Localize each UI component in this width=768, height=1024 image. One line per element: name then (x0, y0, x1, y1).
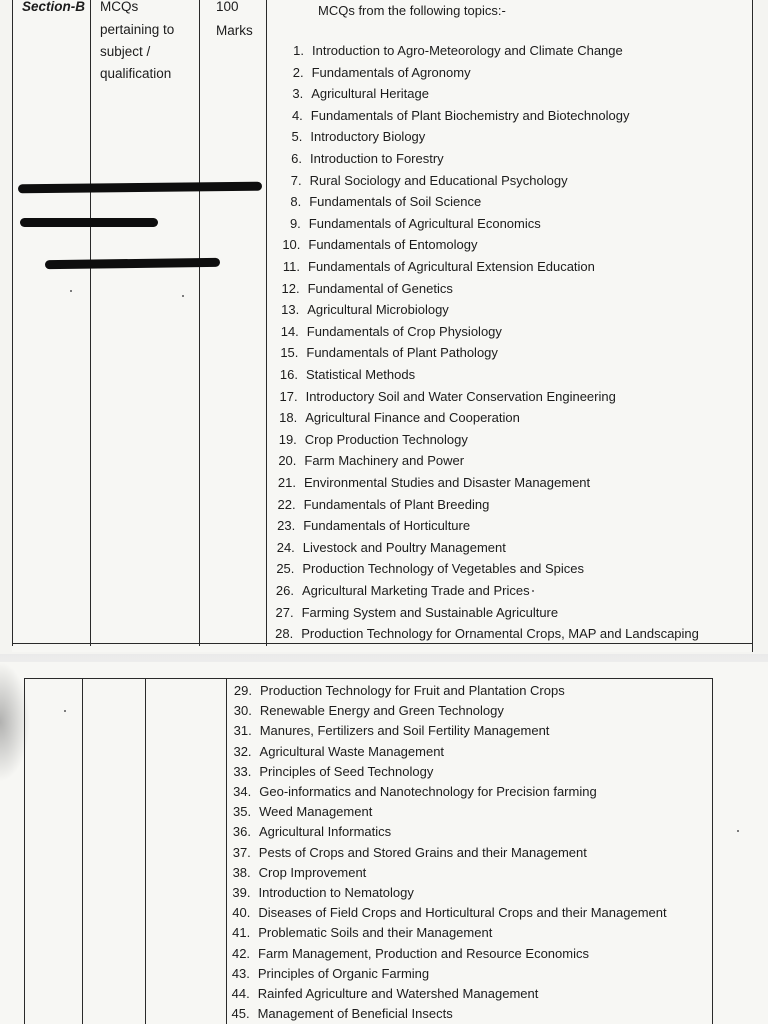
topic-title: Fundamental of Genetics (307, 280, 453, 296)
topic-number: 34. (233, 784, 252, 799)
scan-speck (737, 830, 739, 832)
topic-title: Fundamentals of Plant Pathology (306, 345, 498, 361)
redaction-mark (20, 218, 158, 227)
topic-item (279, 302, 449, 317)
topic-number: 27. (275, 604, 294, 620)
topic-title: Problematic Soils and their Management (258, 925, 493, 941)
topic-item (274, 583, 530, 598)
topic-number: 32. (233, 743, 252, 759)
topic-item (229, 824, 391, 839)
topic-item (278, 345, 498, 360)
topic-title: Fundamentals of Agricultural Extension Education (308, 259, 595, 274)
topic-number: 15. (280, 345, 299, 361)
topic-number: 41. (232, 925, 251, 941)
topic-number: 42. (231, 945, 251, 961)
topic-number: 16. (279, 367, 298, 382)
topic-number: 14. (280, 323, 299, 339)
topic-item (230, 744, 445, 759)
topic-number: 1. (293, 43, 304, 58)
scan-speck (532, 590, 534, 592)
topic-number: 28. (275, 626, 294, 642)
table-border-left (12, 0, 13, 646)
topic-title: Renewable Energy and Green Technology (259, 703, 504, 719)
topic-number: 13. (281, 302, 300, 318)
topic-item (284, 43, 623, 58)
topic-title: Agricultural Heritage (311, 86, 429, 102)
topic-item (283, 108, 630, 123)
topic-number: 43. (231, 965, 250, 981)
topic-number: 6. (291, 151, 302, 166)
topic-item (273, 626, 699, 641)
topic-number: 38. (232, 864, 251, 880)
topic-title: Management of Beneficial Insects (257, 1006, 453, 1022)
topic-item (228, 946, 589, 961)
topic-number: 9. (289, 215, 301, 231)
topic-item (277, 432, 468, 447)
topic-title: Livestock and Poultry Management (302, 539, 506, 555)
topic-number: 25. (276, 561, 295, 577)
topic-title: Agricultural Finance and Cooperation (305, 410, 520, 426)
topic-item (228, 986, 539, 1001)
table-border-bottom (12, 643, 753, 644)
topic-number: 22. (277, 496, 296, 512)
table-border-col1 (90, 0, 91, 646)
description-line: qualification (100, 66, 172, 81)
topic-item (275, 540, 506, 555)
topic-item (283, 86, 429, 101)
table-border-col3 (266, 0, 267, 646)
topic-item (229, 885, 414, 900)
topic-number: 21. (277, 475, 296, 490)
topic-title: Statistical Methods (306, 367, 416, 382)
scan-shadow (0, 662, 30, 782)
topic-title: Fundamentals of Plant Biochemistry and Biotechnology (310, 107, 630, 123)
topic-title: Pests of Crops and Stored Grains and their Management (258, 844, 587, 860)
topic-item (228, 925, 492, 940)
description-line: MCQs (100, 0, 139, 14)
topic-number: 5. (291, 129, 303, 145)
topic-number: 4. (291, 107, 303, 123)
topic-number: 19. (278, 431, 297, 447)
topic-item (282, 173, 568, 188)
topic-title: Geo-informatics and Nanotechnology for Precision farming (259, 784, 597, 799)
topic-title: Introductory Soil and Water Conservation Engineering (305, 388, 616, 404)
scan-speck (70, 290, 72, 292)
topic-number: 35. (233, 804, 252, 820)
topic-title: Introduction to Agro-Meteorology and Climate Change (312, 43, 623, 58)
table-border-col1 (82, 678, 83, 1024)
topic-number: 7. (290, 172, 302, 188)
topic-item (280, 237, 477, 252)
topic-title: Production Technology of Vegetables and Spices (302, 561, 585, 577)
section-label: Section-B (22, 0, 86, 14)
topic-item (229, 804, 372, 819)
document-page-upper (12, 0, 754, 652)
topic-number: 26. (275, 583, 294, 598)
topic-title: Production Technology for Fruit and Plantation Crops (260, 683, 565, 698)
topic-item (229, 865, 367, 880)
topic-number: 8. (290, 194, 302, 210)
topic-title: Agricultural Waste Management (259, 743, 445, 759)
redaction-mark (45, 258, 220, 269)
topic-title: Crop Production Technology (304, 431, 468, 447)
topic-title: Fundamentals of Agronomy (311, 64, 471, 80)
marks-label: Marks (216, 23, 253, 38)
topic-title: Fundamentals of Entomology (308, 237, 478, 253)
topic-item (280, 259, 595, 274)
description-line: pertaining to (100, 22, 175, 37)
topic-title: Rural Sociology and Educational Psychology (309, 172, 568, 188)
description-line: subject / (100, 44, 151, 59)
topic-number: 40. (232, 905, 251, 921)
topic-title: Introduction to Nematology (258, 885, 414, 900)
topic-title: Environmental Studies and Disaster Management (304, 475, 591, 490)
topic-item (228, 905, 666, 920)
topic-number: 33. (233, 763, 252, 779)
topic-title: Principles of Seed Technology (259, 763, 434, 779)
topic-item (229, 764, 433, 779)
topic-item (282, 151, 444, 166)
topic-item (280, 281, 453, 296)
topic-title: Farming System and Sustainable Agriculture (301, 604, 559, 620)
topic-item (281, 216, 541, 231)
table-border-col2 (199, 0, 200, 646)
topic-number: 3. (292, 86, 304, 102)
topic-number: 36. (232, 824, 251, 840)
scan-speck (182, 295, 184, 297)
topic-item (276, 453, 464, 468)
topic-number: 44. (231, 986, 250, 1001)
topic-number: 12. (281, 280, 300, 296)
topic-title: Fundamentals of Agricultural Economics (308, 215, 541, 231)
topic-title: Fundamentals of Horticulture (303, 518, 471, 534)
topic-item (229, 845, 587, 860)
topic-title: Production Technology for Ornamental Crops, MAP and Landscaping (301, 626, 699, 642)
topic-number: 29. (233, 683, 252, 698)
topic-item (284, 65, 471, 80)
topic-title: Agricultural Microbiology (307, 302, 449, 318)
topic-item (276, 497, 490, 512)
topic-item (229, 784, 596, 799)
topic-item (278, 389, 616, 404)
table-border-col2 (145, 678, 146, 1024)
topic-title: Introduction to Forestry (310, 151, 444, 166)
topic-number: 20. (278, 453, 297, 469)
document-page-lower (0, 662, 768, 1024)
table-border-right (712, 678, 713, 1024)
topic-item (228, 966, 429, 981)
topic-item (281, 194, 481, 209)
topic-item (276, 475, 590, 490)
topics-heading: MCQs from the following topics:- (318, 3, 506, 18)
topic-title: Crop Improvement (258, 864, 367, 880)
topic-item (230, 723, 550, 738)
topic-title: Manures, Fertilizers and Soil Fertility Management (259, 723, 550, 739)
topic-number: 2. (292, 64, 304, 80)
topic-number: 10. (282, 237, 301, 253)
topic-title: Introductory Biology (310, 129, 426, 145)
topic-number: 11. (282, 259, 300, 274)
topic-item (274, 561, 584, 576)
topic-title: Diseases of Field Crops and Horticultural Crops and their Management (258, 905, 667, 921)
redaction-mark (18, 182, 262, 194)
topic-number: 31. (233, 723, 252, 739)
topic-title: Agricultural Marketing Trade and Prices (302, 583, 530, 598)
topic-item (274, 605, 559, 620)
table-border-right (752, 0, 753, 652)
topic-item (230, 703, 504, 718)
topic-title: Fundamentals of Crop Physiology (306, 323, 502, 339)
topic-title: Weed Management (259, 804, 373, 820)
topic-item (228, 1006, 453, 1021)
topic-item (278, 367, 415, 382)
topic-title: Principles of Organic Farming (257, 965, 430, 981)
topic-title: Fundamentals of Soil Science (309, 194, 482, 210)
topic-item (282, 129, 425, 144)
topic-item (230, 683, 565, 698)
topic-item (275, 518, 470, 533)
topic-number: 37. (232, 844, 251, 860)
topic-number: 17. (279, 388, 298, 404)
topic-title: Rainfed Agriculture and Watershed Management (257, 986, 539, 1001)
topic-title: Farm Management, Production and Resource Economics (258, 945, 589, 961)
scan-speck (64, 710, 66, 712)
topic-number: 18. (279, 410, 298, 426)
topic-number: 45. (231, 1006, 250, 1022)
marks-value: 100 (216, 0, 239, 14)
topic-title: Farm Machinery and Power (304, 453, 465, 469)
topic-title: Fundamentals of Plant Breeding (303, 496, 490, 512)
topic-item (277, 410, 520, 425)
topic-title: Agricultural Informatics (258, 824, 392, 840)
topic-number: 30. (233, 703, 252, 719)
topic-number: 23. (277, 518, 296, 534)
topic-item (279, 324, 502, 339)
topic-number: 39. (232, 885, 251, 900)
table-border-col3 (226, 678, 227, 1024)
topic-number: 24. (276, 539, 295, 555)
table-border-top (24, 678, 712, 679)
